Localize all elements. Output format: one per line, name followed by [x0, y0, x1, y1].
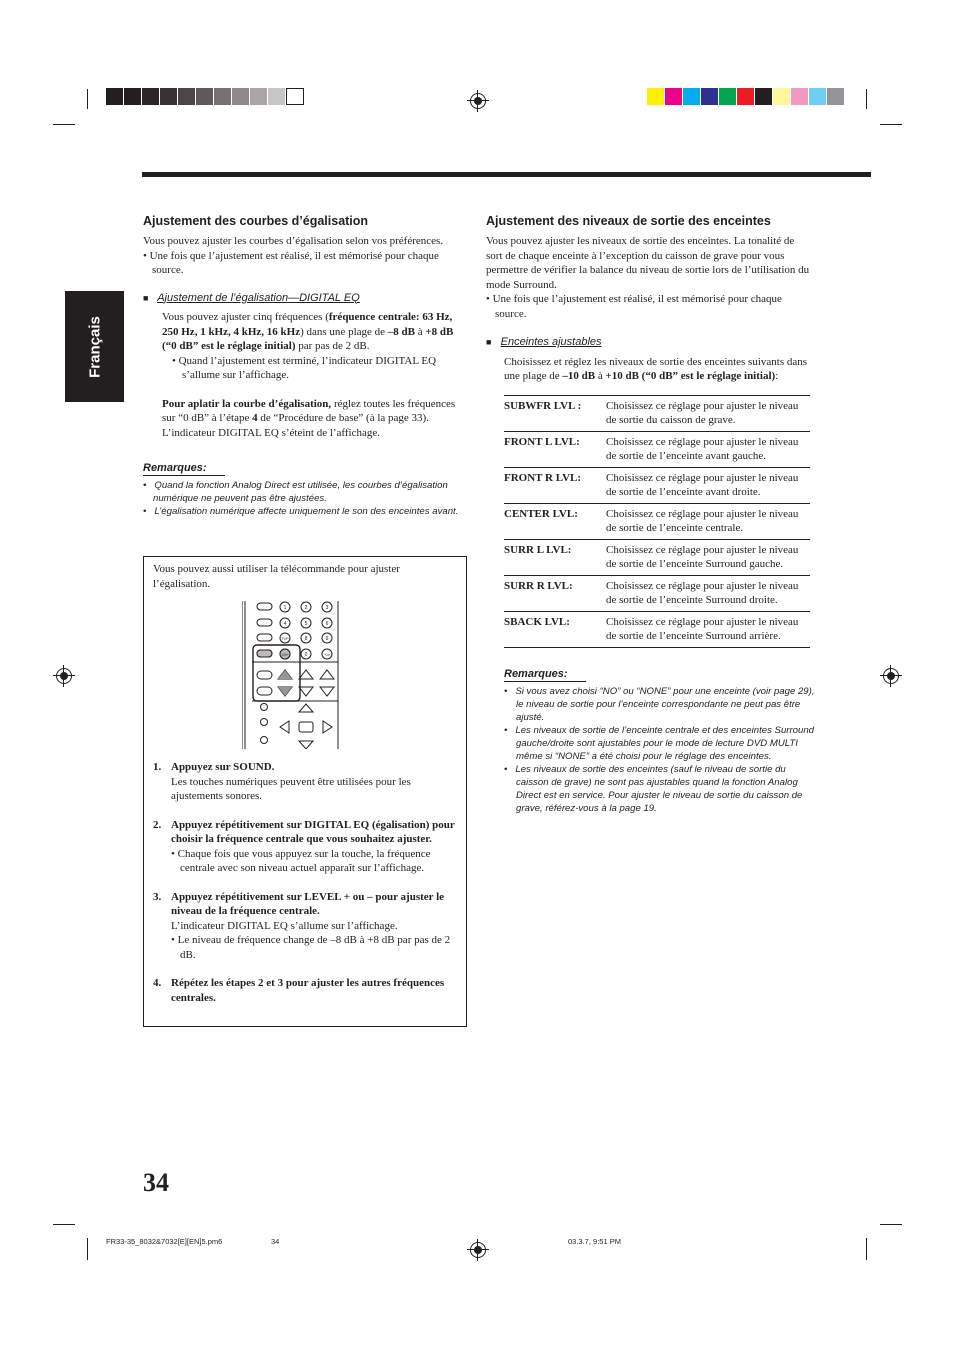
gray-swatch — [232, 88, 250, 105]
gray-swatch — [124, 88, 142, 105]
speaker-level-description: Choisissez ce réglage pour ajuster le niveau de sortie du caisson de grave. — [606, 395, 810, 431]
speaker-level-row — [504, 611, 810, 647]
gray-swatch — [214, 88, 232, 105]
speaker-remarks — [486, 664, 815, 815]
eq-section-heading: Ajustement des courbes d’égalisation — [143, 214, 369, 228]
gray-swatch — [106, 88, 124, 105]
speaker-level-description: Choisissez ce réglage pour ajuster le niveau de sortie de l’enceinte avant droite. — [606, 467, 810, 503]
speaker-remark-item: • Les niveaux de sortie des enceintes (sauf le niveau de sortie du caisson de grave) ne sont pas ajustables quand la fonction Analog Direct est en service. Pour ajuster le niveau de sortie du caisson de grave, référez-vous à la page 19. — [504, 763, 803, 814]
remote-key-label: 2 — [304, 605, 308, 611]
procedure-step: 3. Appuyez répétitivement sur LEVEL + ou – pour ajuster le niveau de la fréquence centrale. L’indicateur DIGITAL EQ s’allume sur l’affichage. • Le niveau de fréquence change de –8 dB à +8 dB par pas de 2 dB. — [153, 890, 451, 961]
speaker-level-description: Choisissez ce réglage pour ajuster le niveau de sortie de l’enceinte Surround gauche. — [606, 539, 810, 575]
speaker-level-description: Choisissez ce réglage pour ajuster le niveau de sortie de l’enceinte Surround droite. — [606, 575, 810, 611]
speaker-level-table — [504, 395, 810, 648]
speaker-level-row — [504, 467, 810, 503]
procedure-step: 2. Appuyez répétitivement sur DIGITAL EQ (égalisation) pour choisir la fréquence centrale que vous souhaitez ajuster. • Chaque fois que vous appuyez sur la touche, la fréquence centrale avec son niveau actuel apparaît sur l’affichage. — [153, 818, 455, 874]
color-bar — [647, 88, 845, 105]
procedure-step: 4. Répétez les étapes 2 et 3 pour ajuster les autres fréquences centrales. — [153, 977, 445, 1004]
color-swatch — [665, 88, 683, 105]
remote-key-label: 8 — [304, 636, 308, 642]
remote-key-label: 5 — [304, 621, 308, 627]
remote-key-label: 0 — [304, 652, 308, 658]
eq-intro: Vous pouvez ajuster les courbes d’égalisation selon vos préférences. — [143, 235, 444, 247]
remote-intro: Vous pouvez aussi utiliser la télécommande pour ajuster l’égalisation. — [153, 563, 400, 590]
color-swatch — [647, 88, 665, 105]
speaker-level-key: FRONT R LVL: — [504, 467, 606, 503]
flatten-paragraph: Pour aplatir la courbe d’égalisation, réglez toutes les fréquences sur “0 dB” à l’étape 4 de “Procédure de base” (à la page 33). L’indicateur DIGITAL EQ s’éteint de l’affichage. — [162, 397, 456, 439]
color-swatch — [773, 88, 791, 105]
speaker-intro: Vous pouvez ajuster les niveaux de sortie des enceintes. La tonalité de sort de chaque enceinte à l’exception du caisson de grave pour vous permettre de vérifier la balance du niveau de sortie lors de l’utilisation du mode Surround. — [486, 235, 810, 291]
speaker-remark-item: • Si vous avez choisi “NO” ou “NONE” pour une enceinte (voir page 29), le niveau de sortie pour l’enceinte correspondante ne peut pas être ajusté. — [504, 685, 815, 723]
speaker-level-key: SUBWFR LVL : — [504, 395, 606, 431]
remote-key-label: TV/P — [281, 637, 289, 641]
color-swatch — [827, 88, 845, 105]
gray-swatch — [178, 88, 196, 105]
footer-filename: FR33-35_8032&7032[E][EN]5.pm6 — [106, 1237, 223, 1246]
remote-key-label: 3 — [325, 605, 329, 611]
right-column — [486, 214, 815, 815]
remote-key-label: 4 — [283, 621, 287, 627]
gray-swatch — [142, 88, 160, 105]
gray-swatch — [268, 88, 286, 105]
registration-mark-top — [470, 93, 486, 109]
speaker-remarks-title: Remarques: — [504, 668, 586, 682]
speaker-level-key: FRONT L LVL: — [504, 431, 606, 467]
language-tab-label: Français — [86, 315, 103, 378]
eq-intro-bullet: • Une fois que l’ajustement est réalisé, il est mémorisé pour chaque source. — [143, 249, 439, 276]
language-tab — [65, 291, 124, 402]
footer-date: 03.3.7, 9:51 PM — [568, 1237, 621, 1246]
procedure-steps — [153, 760, 459, 1005]
remote-procedure-box — [143, 556, 467, 1027]
eq-remarks — [143, 458, 469, 518]
speaker-range-paragraph: Choisissez et réglez les niveaux de sortie des enceintes suivants dans une plage de –10 dB à +10 dB (“0 dB” est le réglage initial): — [504, 355, 808, 382]
eq-remark-item: • L’égalisation numérique affecte uniquement le son des enceintes avant. — [143, 506, 459, 517]
gray-color-bar — [106, 88, 304, 105]
color-swatch — [755, 88, 773, 105]
speaker-level-key: SURR L LVL: — [504, 539, 606, 575]
speaker-level-row — [504, 395, 810, 431]
remote-key-label: 9 — [325, 636, 329, 642]
speaker-sub-heading: ■ Enceintes ajustables — [486, 336, 602, 348]
speaker-level-row — [504, 431, 810, 467]
page-number: 34 — [143, 1168, 169, 1197]
remote-control-illustration — [242, 599, 340, 749]
speaker-remark-item: • Les niveaux de sortie de l’enceinte centrale et des enceintes Surround gauche/droite sont ajustables pour le mode de lecture DVD MULTI même si “NONE” a été choisi pour le réglage des enceintes. — [504, 724, 815, 762]
gray-swatch — [196, 88, 214, 105]
procedure-step: 1. Appuyez sur SOUND. Les touches numériques peuvent être utilisées pour les ajustements sonores. — [153, 761, 411, 802]
speaker-intro-bullet: • Une fois que l’ajustement est réalisé, il est mémorisé pour chaque source. — [486, 293, 782, 320]
speaker-level-row — [504, 503, 810, 539]
speaker-level-row — [504, 575, 810, 611]
color-swatch — [809, 88, 827, 105]
eq-sub-heading: ■ Ajustement de l’égalisation—DIGITAL EQ — [143, 291, 360, 304]
speaker-level-row — [504, 539, 810, 575]
eq-remarks-title: Remarques: — [143, 462, 225, 476]
color-swatch — [791, 88, 809, 105]
registration-mark-left — [56, 668, 72, 684]
speaker-level-description: Choisissez ce réglage pour ajuster le niveau de sortie de l’enceinte centrale. — [606, 503, 810, 539]
registration-mark-bottom — [470, 1242, 486, 1258]
speaker-section-heading: Ajustement des niveaux de sortie des enceintes — [486, 214, 771, 228]
remote-key-label: 1 — [283, 605, 287, 611]
eq-paragraph: Vous pouvez ajuster cinq fréquences (fréquence centrale: 63 Hz, 250 Hz, 1 kHz, 4 kHz, 16 kHz) dans une plage de –8 dB à +8 dB (“0 dB” est le réglage initial) par pas de 2 dB. — [162, 311, 454, 352]
speaker-level-description: Choisissez ce réglage pour ajuster le niveau de sortie de l’enceinte avant gauche. — [606, 431, 810, 467]
remote-key-label: 100+ — [281, 653, 289, 657]
eq-body — [143, 310, 469, 440]
speaker-level-key: SURR R LVL: — [504, 575, 606, 611]
registration-mark-right — [883, 668, 899, 684]
gray-swatch — [250, 88, 268, 105]
footer-page: 34 — [271, 1237, 280, 1246]
color-swatch — [719, 88, 737, 105]
eq-remark-item: • Quand la fonction Analog Direct est utilisée, les courbes d’égalisation numérique ne peuvent pas être ajustées. — [143, 480, 448, 504]
gray-swatch — [286, 88, 304, 105]
eq-bullet: • Quand l’ajustement est terminé, l’indicateur DIGITAL EQ s’allume sur l’affichage. — [172, 354, 437, 381]
gray-swatch — [160, 88, 178, 105]
remote-key-label: +10 — [324, 653, 330, 657]
left-column — [143, 214, 469, 518]
remote-key-label: 6 — [325, 621, 329, 627]
color-swatch — [683, 88, 701, 105]
speaker-body — [486, 355, 812, 648]
color-swatch — [701, 88, 719, 105]
speaker-level-key: CENTER LVL: — [504, 503, 606, 539]
color-swatch — [737, 88, 755, 105]
speaker-level-key: SBACK LVL: — [504, 611, 606, 647]
speaker-level-description: Choisissez ce réglage pour ajuster le niveau de sortie de l’enceinte Surround arrière. — [606, 611, 810, 647]
header-rule — [142, 172, 871, 177]
